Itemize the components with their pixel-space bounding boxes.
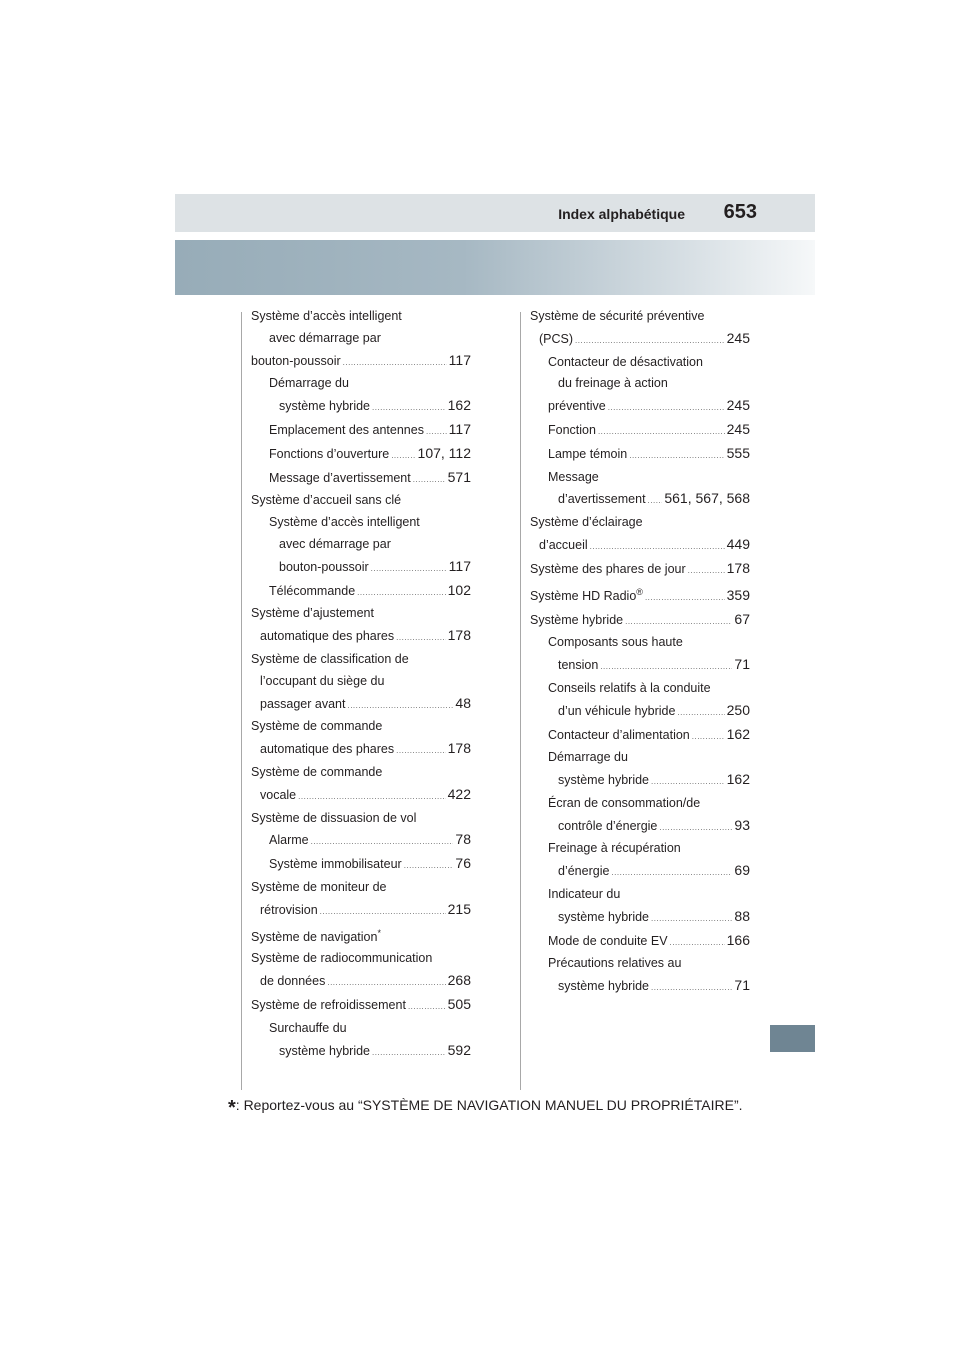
entry-text: Système de radiocommunication	[251, 951, 433, 966]
entry-text: Système d’éclairage	[530, 515, 643, 530]
page-ref: 166	[726, 931, 750, 948]
entry-text: avec démarrage par	[269, 330, 381, 345]
index-subentry	[530, 678, 750, 724]
index-entry	[251, 877, 471, 923]
page-ref: 178	[447, 740, 471, 757]
entry-text: Freinage à récupération	[548, 841, 681, 856]
page-ref: 592	[447, 1041, 471, 1058]
index-subentry	[530, 747, 750, 793]
page-ref: 93	[734, 816, 750, 833]
entry-text: avec démarrage par	[279, 536, 391, 551]
index-column-left	[251, 306, 471, 1063]
page-ref: 117	[448, 557, 471, 574]
entry-text: Indicateur du	[548, 887, 621, 902]
entry-text: système hybride	[558, 909, 650, 924]
index-entry	[251, 923, 471, 949]
column-divider-left	[241, 312, 242, 1090]
page-ref: 48	[455, 694, 471, 711]
entry-text: Surchauffe du	[269, 1020, 347, 1035]
entry-text: Composants sous haute	[548, 635, 683, 650]
index-subentry	[530, 884, 750, 930]
index-entry	[251, 994, 471, 1018]
footnote	[228, 1097, 743, 1120]
entry-text: système hybride	[279, 399, 371, 414]
entry-text: bouton-poussoir	[251, 353, 341, 368]
entry-text: Démarrage du	[269, 376, 349, 391]
entry-text: rétrovision	[260, 902, 318, 917]
page-ref: 67	[734, 610, 750, 627]
index-subentry	[530, 953, 750, 999]
index-entry	[530, 512, 750, 558]
entry-text: contrôle d’énergie	[558, 818, 658, 833]
page-ref: 71	[734, 656, 750, 673]
page-header	[175, 194, 815, 232]
entry-text: Système des phares de jour	[530, 561, 686, 576]
page-ref: 505	[447, 996, 471, 1013]
index-subentry	[251, 419, 471, 443]
entry-text: Système d’accès intelligent	[269, 515, 420, 530]
entry-text: d’énergie	[558, 864, 610, 879]
index-subentry	[530, 838, 750, 884]
entry-text: Système de sécurité préventive	[530, 309, 705, 323]
page-ref: 250	[726, 701, 750, 718]
footnote-mark: *	[377, 927, 381, 938]
page-ref: 102	[447, 581, 471, 598]
index-subentry	[530, 632, 750, 678]
entry-text: Fonctions d’ouverture	[269, 446, 390, 461]
index-subentry	[251, 580, 471, 604]
entry-text: Emplacement des antennes	[269, 422, 424, 437]
page-ref: 561, 567, 568	[664, 490, 750, 507]
index-entry: Système de dissuasion de vol	[251, 810, 417, 825]
entry-text: Système de refroidissement	[251, 998, 406, 1013]
entry-text: Système de navigation	[251, 929, 378, 944]
section-title: Index alphabétique	[558, 206, 685, 222]
page-ref: 76	[455, 855, 471, 872]
page-ref: 555	[726, 444, 750, 461]
index-subentry	[530, 930, 750, 954]
entry-text: Message d’avertissement	[269, 470, 411, 485]
entry-text: passager avant	[260, 696, 346, 711]
entry-text: système hybride	[558, 979, 650, 994]
index-subentry	[530, 793, 750, 839]
registered-mark: ®	[636, 586, 643, 597]
index-entry: Système d’accueil sans clé	[251, 493, 402, 508]
page-ref: 245	[726, 420, 750, 437]
entry-text: tension	[558, 658, 599, 673]
entry-text: Fonction	[548, 422, 596, 437]
column-divider-right	[520, 312, 521, 1090]
index-subentry	[251, 512, 471, 579]
index-entry	[251, 649, 471, 716]
page-ref: 178	[447, 627, 471, 644]
entry-text: Système de classification de	[251, 651, 409, 666]
entry-text: Système immobilisateur	[269, 857, 402, 872]
page-ref: 422	[447, 785, 471, 802]
page-ref: 71	[734, 977, 750, 994]
entry-text: Démarrage du	[548, 750, 628, 765]
index-subentry	[530, 352, 750, 419]
entry-text: (PCS)	[539, 331, 574, 346]
index-subentry	[530, 419, 750, 443]
header-banner	[175, 240, 815, 295]
footnote-mark: *	[228, 1097, 236, 1119]
entry-text: Écran de consommation/de	[548, 795, 701, 810]
page-ref: 78	[455, 831, 471, 848]
entry-text: vocale	[260, 787, 297, 802]
index-entry	[530, 306, 750, 352]
entry-text: système hybride	[279, 1043, 371, 1058]
index-subentry	[530, 443, 750, 467]
page-ref: 245	[726, 329, 750, 346]
page-ref: 178	[726, 559, 750, 576]
page-ref: 359	[726, 586, 750, 603]
entry-text: Système de commande	[251, 764, 383, 779]
footnote-text: : Reportez-vous au “SYSTÈME DE NAVIGATION MANUEL DU PROPRIÉTAIRE”.	[235, 1097, 743, 1113]
entry-text: l’occupant du siège du	[260, 673, 385, 688]
page-ref: 571	[447, 468, 471, 485]
page-ref: 88	[734, 907, 750, 924]
index-entry	[251, 948, 471, 994]
entry-text: Mode de conduite EV	[548, 933, 668, 948]
index-subentry	[251, 443, 471, 467]
page-ref: 162	[726, 725, 750, 742]
entry-text: Système de moniteur de	[251, 879, 387, 894]
page-number: 653	[723, 201, 757, 223]
index-subentry	[251, 1018, 471, 1064]
entry-text: d’avertissement	[558, 492, 646, 507]
page-ref: 215	[447, 900, 471, 917]
page-ref: 107, 112	[417, 444, 471, 461]
index-entry	[251, 306, 471, 373]
entry-text: Contacteur de désactivation	[548, 354, 703, 369]
chapter-tab	[770, 1025, 815, 1052]
entry-text: Conseils relatifs à la conduite	[548, 680, 711, 695]
index-subentry	[251, 829, 471, 853]
index-subentry	[251, 853, 471, 877]
entry-text: Système d’ajustement	[251, 606, 374, 621]
page-ref: 162	[726, 771, 750, 788]
index-entry	[251, 762, 471, 808]
page-ref: 117	[448, 420, 471, 437]
entry-text: Alarme	[269, 833, 309, 848]
index-entry	[530, 609, 750, 633]
entry-text: système hybride	[558, 773, 650, 788]
entry-text: Contacteur d’alimentation	[548, 727, 690, 742]
entry-text: de données	[260, 974, 326, 989]
page-ref: 268	[447, 972, 471, 989]
index-entry	[251, 603, 471, 649]
entry-text: Lampe témoin	[548, 446, 628, 461]
index-subentry	[251, 467, 471, 491]
index-entry	[530, 582, 750, 609]
entry-text: préventive	[548, 399, 606, 414]
index-entry	[251, 716, 471, 762]
entry-text: automatique des phares	[260, 742, 395, 757]
entry-text: Système d’accès intelligent	[251, 309, 402, 323]
entry-text: Système hybride	[530, 612, 624, 627]
entry-text: bouton-poussoir	[279, 559, 369, 574]
page-ref: 69	[734, 862, 750, 879]
entry-text: d’un véhicule hybride	[558, 703, 676, 718]
index-subentry	[530, 724, 750, 748]
page-ref: 449	[726, 535, 750, 552]
entry-text: Message	[548, 469, 599, 484]
entry-text: d’accueil	[539, 537, 588, 552]
entry-text: automatique des phares	[260, 629, 395, 644]
page-ref: 117	[448, 351, 471, 368]
index-subentry	[530, 467, 750, 513]
entry-text: Télécommande	[269, 583, 356, 598]
entry-text: Précautions relatives au	[548, 956, 682, 971]
page-ref: 162	[447, 397, 471, 414]
index-entry	[530, 558, 750, 582]
index-subentry	[251, 373, 471, 419]
entry-text: Système HD Radio	[530, 588, 637, 603]
page-ref: 245	[726, 397, 750, 414]
index-column-right	[530, 306, 750, 999]
entry-text: du freinage à action	[558, 376, 668, 391]
entry-text: Système de commande	[251, 719, 383, 734]
